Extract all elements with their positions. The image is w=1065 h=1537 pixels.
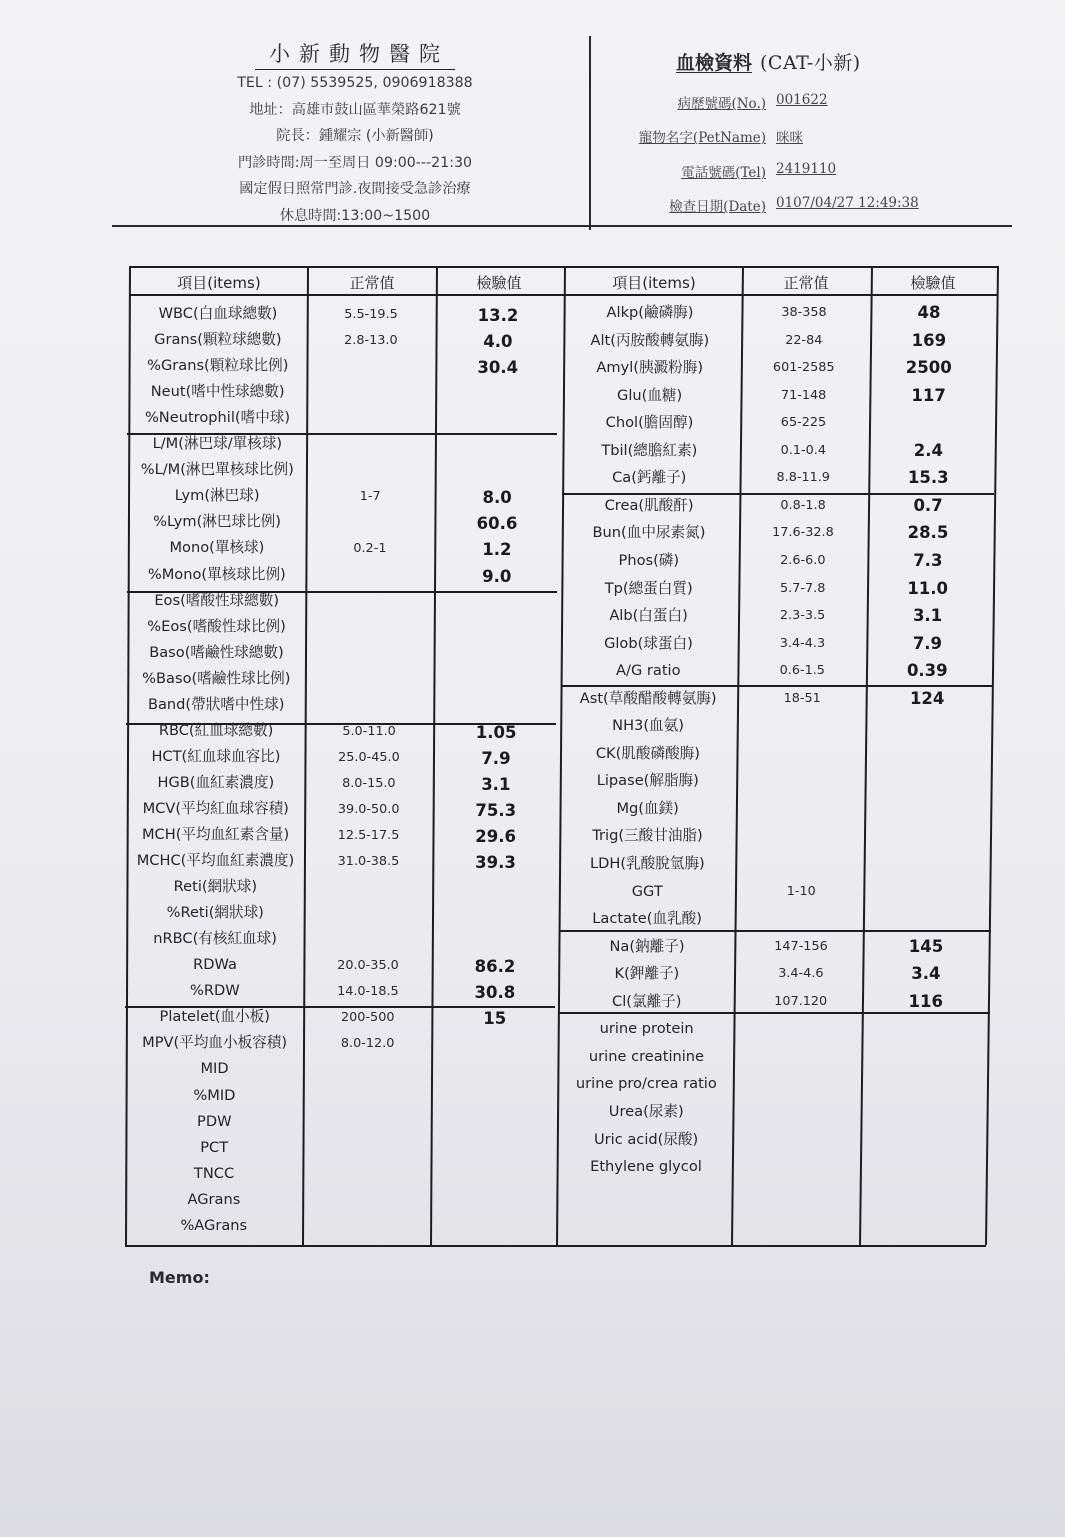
right-item-label: urine protein	[599, 1020, 694, 1038]
left-normal-value: 8.0-15.0	[342, 775, 396, 791]
right-item-label: A/G ratio	[616, 662, 681, 680]
left-item-label: Baso(嗜鹼性球總數)	[149, 643, 284, 661]
right-normal-value: 3.4-4.6	[778, 966, 824, 982]
left-item-label: MCH(平均血紅素含量)	[141, 826, 290, 843]
right-item-label: Uric acid(尿酸)	[593, 1130, 699, 1148]
right-item-label: GGT	[631, 882, 663, 900]
field-value: 0107/04/27 12:49:38	[776, 195, 919, 211]
field-value: 咪咪	[776, 130, 803, 146]
left-item-label: %Lym(淋巴球比例)	[153, 513, 281, 531]
left-result-value: 30.4	[477, 358, 519, 378]
left-normal-value: 14.0-18.5	[337, 984, 399, 1000]
left-normal-value: 8.0-12.0	[340, 1036, 395, 1052]
left-normal-value: 31.0-38.5	[337, 854, 400, 870]
right-item-label: Tbil(總膽紅素)	[601, 441, 698, 459]
left-result-value: 1.05	[475, 722, 517, 742]
left-normal-value: 1-7	[359, 489, 381, 505]
right-item-label: Lactate(血乳酸)	[592, 910, 702, 928]
left-item-label: HGB(血紅素濃度)	[157, 773, 275, 791]
right-result-value: 28.5	[907, 523, 949, 543]
left-item-label: Mono(單核球)	[169, 539, 265, 557]
right-normal-value: 107.120	[774, 993, 828, 1009]
right-result-value: 2500	[905, 358, 952, 378]
right-normal-value: 0.8-1.8	[780, 497, 826, 513]
right-item-label: Urea(尿素)	[608, 1102, 684, 1120]
left-result-value: 15	[483, 1009, 507, 1029]
right-result-value: 0.7	[913, 495, 943, 515]
table-column-divider	[985, 266, 999, 1245]
left-normal-value: 25.0-45.0	[338, 749, 400, 765]
right-result-value: 15.3	[907, 468, 949, 488]
left-result-value: 30.8	[474, 983, 516, 1003]
right-normal-value: 1-10	[786, 883, 816, 899]
left-normal-value: 5.0-11.0	[342, 723, 396, 739]
left-item-label: Reti(網狀球)	[173, 878, 258, 896]
left-result-value: 13.2	[477, 306, 519, 325]
left-result-value: 1.2	[482, 540, 512, 560]
right-group-divider	[558, 1012, 990, 1014]
right-item-label: Glob(球蛋白)	[604, 634, 693, 652]
left-item-label: MCV(平均紅血球容積)	[142, 799, 289, 817]
right-item-label: Alb(白蛋白)	[609, 607, 688, 625]
left-normal-value: 0.2-1	[353, 541, 387, 557]
left-result-value: 86.2	[474, 957, 516, 977]
left-result-value: 4.0	[483, 332, 513, 352]
left-item-label: %L/M(淋巴單核球比例)	[140, 461, 294, 479]
right-item-label: Chol(膽固醇)	[605, 414, 694, 432]
right-normal-value: 2.6-6.0	[780, 552, 826, 568]
left-item-label: AGrans	[187, 1190, 241, 1208]
right-item-label: Amyl(胰澱粉脢)	[596, 359, 704, 377]
right-item-label: Crea(肌酸酐)	[604, 496, 694, 514]
field-label: 電話號碼(Tel)	[681, 165, 766, 181]
report-title	[610, 48, 990, 75]
left-result-value: 29.6	[475, 827, 516, 846]
field-value: 2419110	[776, 161, 837, 177]
left-item-label: L/M(淋巴球/單核球)	[152, 435, 283, 453]
right-group-divider	[562, 493, 994, 495]
left-item-label: %Eos(嗜酸性球比例)	[147, 617, 286, 635]
right-item-label: Mg(血鎂)	[616, 799, 679, 817]
left-item-label: Grans(顆粒球總數)	[154, 331, 282, 349]
right-item-label: Glu(血糖)	[617, 386, 683, 404]
left-item-label: HCT(紅血球血容比)	[151, 747, 281, 765]
right-item-label: Phos(磷)	[618, 551, 680, 569]
field-label: 檢查日期(Date)	[669, 199, 766, 215]
left-item-label: MID	[200, 1060, 229, 1078]
header-result-left: 檢驗值	[476, 274, 522, 292]
field-label: 病歷號碼(No.)	[677, 96, 766, 112]
left-result-value: 9.0	[482, 566, 512, 586]
right-item-label: Tp(總蛋白質)	[604, 579, 693, 597]
left-item-label: %Mono(單核球比例)	[147, 565, 286, 583]
right-normal-value: 147-156	[774, 938, 828, 954]
header-item-right: 項目(items)	[612, 274, 696, 292]
left-result-value: 75.3	[475, 800, 517, 820]
left-item-label: MCHC(平均血紅素濃度)	[136, 852, 295, 870]
clinic-hours: 門診時間:周一至周日 09:00---21:30	[237, 154, 473, 171]
left-item-label: %Neutrophil(嗜中球)	[144, 409, 291, 427]
header-normal-left: 正常值	[349, 274, 395, 292]
right-item-label: K(鉀離子)	[614, 965, 680, 983]
left-item-label: %AGrans	[180, 1216, 248, 1234]
right-normal-value: 22-84	[785, 332, 823, 348]
right-normal-value: 0.6-1.5	[779, 663, 825, 679]
header-normal-right: 正常值	[783, 274, 829, 292]
right-item-label: LDH(乳酸脫氫脢)	[590, 855, 705, 872]
right-normal-value: 5.7-7.8	[780, 580, 826, 596]
right-normal-value: 18-51	[783, 690, 821, 706]
left-result-value: 60.6	[476, 514, 518, 534]
left-item-label: %MID	[193, 1086, 236, 1104]
header-vertical-divider	[589, 36, 591, 230]
right-normal-value: 71-148	[780, 387, 827, 403]
left-item-label: RDWa	[193, 956, 237, 974]
right-normal-value: 0.1-0.4	[780, 442, 826, 458]
left-normal-value: 200-500	[341, 1010, 395, 1026]
left-item-label: nRBC(有核紅血球)	[153, 930, 277, 948]
right-item-label: Bun(血中尿素氮)	[592, 524, 706, 542]
left-item-label: WBC(白血球總數)	[158, 305, 278, 322]
right-item-label: Alkp(鹼磷脢)	[606, 304, 694, 321]
right-normal-value: 17.6-32.8	[772, 525, 834, 541]
right-item-label: Trig(三酸甘油脂)	[592, 827, 703, 845]
left-item-label: Band(帶狀嗜中性球)	[147, 695, 285, 713]
left-normal-value: 5.5-19.5	[344, 307, 398, 322]
header-result-right: 檢驗值	[910, 274, 956, 292]
right-group-divider	[559, 930, 991, 932]
left-normal-value: 12.5-17.5	[337, 828, 400, 843]
memo-label: Memo:	[149, 1268, 210, 1287]
right-result-value: 124	[909, 688, 945, 708]
right-item-label: CK(肌酸磷酸脢)	[595, 744, 700, 762]
right-result-value: 116	[908, 991, 943, 1011]
clinic-address: 地址：高雄市鼓山區華榮路621號	[249, 101, 461, 118]
right-item-label: NH3(血氨)	[612, 717, 684, 735]
right-normal-value: 601-2585	[772, 360, 835, 376]
right-item-label: urine pro/crea ratio	[575, 1075, 717, 1093]
clinic-rest: 休息時間:13:00~1500	[279, 207, 431, 224]
right-item-label: Cl(氯離子)	[612, 992, 682, 1010]
right-normal-value: 2.3-3.5	[779, 608, 826, 624]
right-result-value: 11.0	[907, 578, 949, 598]
left-item-label: RBC(紅血球總數)	[158, 721, 274, 739]
right-result-value: 169	[911, 330, 947, 350]
left-item-label: Platelet(血小板)	[159, 1008, 270, 1026]
right-normal-value: 3.4-4.3	[779, 635, 826, 651]
table-column-divider	[859, 266, 873, 1245]
left-item-label: Neut(嗜中性球總數)	[150, 383, 285, 401]
clinic-director: 院長：鍾耀宗 (小新醫師)	[276, 128, 434, 144]
right-item-label: Ethylene glycol	[590, 1158, 702, 1176]
left-item-label: %Grans(顆粒球比例)	[147, 357, 289, 375]
field-value: 001622	[776, 92, 828, 108]
clinic-holiday: 國定假日照常門診.夜間接受急診治療	[239, 181, 471, 197]
right-item-label: Na(鈉離子)	[609, 937, 685, 955]
right-result-value: 3.4	[911, 964, 941, 984]
right-result-value: 145	[908, 936, 944, 956]
left-normal-value: 2.8-13.0	[344, 333, 398, 349]
left-normal-value: 20.0-35.0	[337, 958, 399, 974]
left-result-value: 8.0	[482, 488, 512, 508]
report-info	[610, 48, 990, 215]
header-item-left: 項目(items)	[177, 274, 261, 292]
right-item-label: Lipase(解脂脢)	[596, 772, 699, 790]
left-item-label: Lym(淋巴球)	[174, 487, 260, 505]
clinic-name: 小新動物醫院	[255, 38, 455, 70]
right-result-value: 7.9	[912, 633, 943, 653]
clinic-header	[195, 38, 515, 229]
left-item-label: TNCC	[193, 1164, 235, 1182]
table-border-bottom	[125, 1245, 986, 1247]
left-result-value: 3.1	[481, 774, 511, 794]
left-item-label: %Baso(嗜鹼性球比例)	[142, 669, 291, 687]
table-header-divider	[129, 294, 997, 296]
field-label: 寵物名字(PetName)	[638, 130, 766, 146]
left-item-label: MPV(平均血小板容積)	[142, 1034, 288, 1052]
right-result-value: 117	[911, 385, 946, 405]
report-subtitle: (CAT-小新)	[760, 52, 861, 74]
clinic-tel: TEL : (07) 5539525, 0906918388	[237, 75, 473, 91]
header-horizontal-divider	[112, 225, 1012, 227]
right-result-value: 2.4	[913, 440, 943, 460]
right-result-value: 7.3	[913, 550, 943, 570]
left-normal-value: 39.0-50.0	[337, 801, 400, 817]
right-item-label: Ca(鈣離子)	[612, 469, 687, 487]
right-result-value: 0.39	[906, 661, 948, 681]
right-normal-value: 38-358	[781, 305, 827, 320]
left-result-value: 39.3	[475, 853, 516, 873]
left-item-label: Eos(嗜酸性球總數)	[154, 591, 280, 609]
right-result-value: 48	[917, 303, 941, 322]
right-normal-value: 65-225	[780, 415, 827, 431]
right-result-value: 3.1	[912, 606, 943, 626]
left-item-label: PDW	[197, 1112, 232, 1130]
left-item-label: %RDW	[190, 982, 240, 1000]
right-item-label: Ast(草酸醋酸轉氨脢)	[579, 689, 717, 707]
right-group-divider	[561, 685, 993, 687]
right-item-label: urine creatinine	[588, 1047, 705, 1065]
right-normal-value: 8.8-11.9	[776, 470, 830, 486]
report-title-main: 血檢資料	[676, 52, 753, 74]
right-item-label: Alt(丙胺酸轉氨脢)	[590, 331, 710, 349]
left-result-value: 7.9	[481, 748, 511, 768]
left-item-label: PCT	[200, 1138, 229, 1156]
left-item-label: %Reti(網狀球)	[166, 904, 264, 922]
